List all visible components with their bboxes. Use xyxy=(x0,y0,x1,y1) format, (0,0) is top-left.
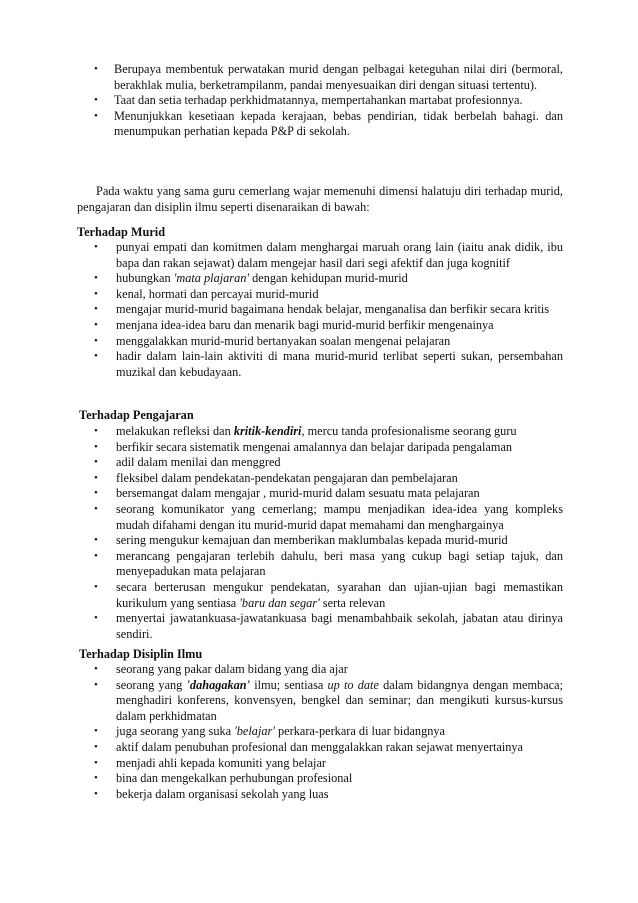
list-item xyxy=(94,424,563,440)
text-segment: seorang yang xyxy=(116,677,187,692)
list-item-text: sering mengukur kemajuan dan memberikan maklumbalas kepada murid-murid xyxy=(116,533,508,548)
list-item xyxy=(94,579,563,611)
list-item-text: merancang pengajaran terlebih dahulu, beri masa yang cukup bagi setiap tajuk, dan menyepadukan mata pelajaran xyxy=(116,548,563,579)
list-item xyxy=(94,755,563,772)
list-item xyxy=(94,302,563,318)
text-segment: dengan kehidupan murid-murid xyxy=(249,271,408,286)
list-item xyxy=(94,93,563,109)
list-item-text: adil dalam menilai dan menggred xyxy=(116,455,281,470)
italic-term: 'mata plajaran' xyxy=(173,271,250,286)
section-heading-murid: Terhadap Murid xyxy=(77,225,166,239)
list-item-text: punyai empati dan komitmen dalam menghargai maruah orang lain (iaitu anak didik, ibu bapa dan rakan sejawat) dalam mengejar hasil dari segi afektif dan juga kognitif xyxy=(116,240,563,270)
list-item xyxy=(94,470,563,487)
list-item xyxy=(94,439,563,456)
list-item-text: fleksibel dalam pendekatan-pendekatan pengajaran dan pembelajaran xyxy=(116,470,458,485)
list-item-text: bina dan mengekalkan perhubungan profesional xyxy=(116,771,353,786)
list-item-text: seorang yang pakar dalam bidang yang dia ajar xyxy=(116,662,348,676)
list-item xyxy=(94,62,563,93)
list-item xyxy=(94,662,563,678)
text-segment: juga seorang yang suka xyxy=(116,724,235,739)
list-item-text: Menunjukkan kesetiaan kepada kerajaan, bebas pendirian, tidak berbelah bahagi. dan menumpukan perhatian kepada P&P di sekolah. xyxy=(114,108,563,139)
list-item-text: aktif dalam penubuhan profesional dan menggalakkan rakan sejawat menyertainya xyxy=(116,739,524,754)
bullet-icon: • xyxy=(94,549,98,562)
list-item-text: Berupaya membentuk perwatakan murid dengan pelbagai keteguhan nilai diri (bermoral, berakhlak mulia, berketrampilanm, pandai menyesuaikan diri dengan situasi tertentu). xyxy=(114,62,563,92)
bullet-icon: • xyxy=(94,663,98,675)
text-segment: melakukan refleksi dan xyxy=(116,424,234,438)
list-item-text: hadir dalam lain-lain aktiviti di mana murid-murid terlibat seperti sukan, persembahan muzikal dan kebudayaan. xyxy=(116,349,563,379)
bullet-icon: • xyxy=(94,425,98,437)
list-item-text xyxy=(116,678,563,725)
list-item-text: berfikir secara sistematik mengenai amalannya dan belajar daripada pengalaman xyxy=(116,439,513,454)
bullet-icon: • xyxy=(94,241,98,253)
text-segment: dalam bidangnya dengan membaca; menghadiri konferens, konvensyen, bengkel dan seminar; dan mengikuti kursus-kursus dalam perkhidmatan xyxy=(116,677,563,723)
list-item xyxy=(94,455,563,471)
bold-italic-term: kritik-kendiri xyxy=(233,424,302,438)
list-item-text: menyertai jawatankuasa-jawatankuasa bagi menambahbaik sekolah, jabatan atau dirinya sendiri. xyxy=(116,611,563,641)
bullet-icon: • xyxy=(94,612,98,625)
list-item-text: menjana idea-idea baru dan menarik bagi murid-murid berfikir mengenainya xyxy=(116,317,494,332)
list-item-text: mengajar murid-murid bagaimana hendak belajar, menganalisa dan berfikir secara kritis xyxy=(116,302,550,317)
bullet-icon: • xyxy=(94,502,98,515)
bullet-icon: • xyxy=(94,63,98,75)
pengajaran-list xyxy=(94,424,563,642)
bullet-icon: • xyxy=(94,787,98,800)
list-item-text xyxy=(116,424,563,440)
text-segment: , mercu tanda profesionalisme seorang guru xyxy=(301,424,517,438)
bullet-icon: • xyxy=(94,440,98,453)
list-item xyxy=(94,724,563,740)
list-item-text xyxy=(116,580,563,611)
bullet-icon: • xyxy=(94,772,98,785)
bullet-icon: • xyxy=(94,318,98,331)
bullet-icon: • xyxy=(94,272,98,285)
list-item xyxy=(94,786,563,803)
bullet-icon: • xyxy=(94,740,98,753)
bullet-icon: • xyxy=(94,725,98,738)
text-segment: serta relevan xyxy=(319,595,386,610)
bullet-icon: • xyxy=(94,303,98,316)
list-item xyxy=(94,486,563,502)
intro-list xyxy=(94,62,563,140)
list-item xyxy=(94,739,563,756)
list-item-text: Taat dan setia terhadap perkhidmatannya, mempertahankan martabat profesionnya. xyxy=(114,93,523,108)
bullet-icon: • xyxy=(94,471,98,484)
bold-italic-term: 'dahagakan' xyxy=(186,677,251,692)
bullet-icon: • xyxy=(94,94,98,107)
list-item xyxy=(94,333,563,350)
bullet-icon: • xyxy=(94,334,98,347)
list-item xyxy=(94,349,563,380)
bullet-icon: • xyxy=(94,109,98,122)
text-segment: ilmu; sentiasa xyxy=(250,677,328,692)
bullet-icon: • xyxy=(94,350,98,363)
italic-term: 'belajar' xyxy=(234,724,275,739)
bullet-icon: • xyxy=(94,580,98,593)
bullet-icon: • xyxy=(94,287,98,300)
list-item xyxy=(94,771,563,787)
text-segment: hubungkan xyxy=(116,271,174,286)
list-item xyxy=(94,501,563,533)
list-item xyxy=(94,240,563,271)
disiplin-ilmu-list xyxy=(94,662,563,802)
text-segment: secara berterusan mengukur pendekatan, syarahan dan ujian-ujian bagi memastikan kurikulum yang sentiasa xyxy=(116,579,563,610)
section-heading-disiplin-ilmu: Terhadap Disiplin Ilmu xyxy=(79,647,203,661)
list-item xyxy=(94,611,563,642)
list-item xyxy=(94,677,563,725)
list-item-text: seorang komunikator yang cemerlang; mampu menjadikan idea-idea yang kompleks mudah difahami dengan itu murid-murid dapat memahami dan menghargainya xyxy=(116,501,563,532)
italic-term: up to date xyxy=(327,677,379,692)
list-item xyxy=(94,108,563,140)
list-item xyxy=(94,533,563,549)
bullet-icon: • xyxy=(94,456,98,469)
list-item-text xyxy=(116,271,563,287)
list-item xyxy=(94,548,563,580)
list-item-text xyxy=(116,724,563,740)
list-item-text: bekerja dalam organisasi sekolah yang luas xyxy=(116,786,329,801)
list-item xyxy=(94,317,563,334)
murid-list xyxy=(94,240,563,380)
intro-paragraph: Pada waktu yang sama guru cemerlang wajar memenuhi dimensi halatuju diri terhadap murid, pengajaran dan disiplin ilmu seperti disenaraikan di bawah: xyxy=(77,184,563,214)
list-item-text: kenal, hormati dan percayai murid-murid xyxy=(116,286,319,301)
italic-term: 'baru dan segar' xyxy=(239,595,320,610)
list-item xyxy=(94,286,563,303)
list-item-text: menjadi ahli kepada komuniti yang belajar xyxy=(116,755,327,770)
bullet-icon: • xyxy=(94,534,98,547)
bullet-icon: • xyxy=(94,487,98,500)
list-item-text: menggalakkan murid-murid bertanyakan soalan mengenai pelajaran xyxy=(116,333,451,348)
list-item-text: bersemangat dalam mengajar , murid-murid dalam sesuatu mata pelajaran xyxy=(116,486,480,501)
bullet-icon: • xyxy=(94,756,98,769)
section-heading-pengajaran: Terhadap Pengajaran xyxy=(79,408,194,422)
text-segment: perkara-perkara di luar bidangnya xyxy=(274,724,445,739)
list-item xyxy=(94,271,563,287)
bullet-icon: • xyxy=(94,678,98,691)
